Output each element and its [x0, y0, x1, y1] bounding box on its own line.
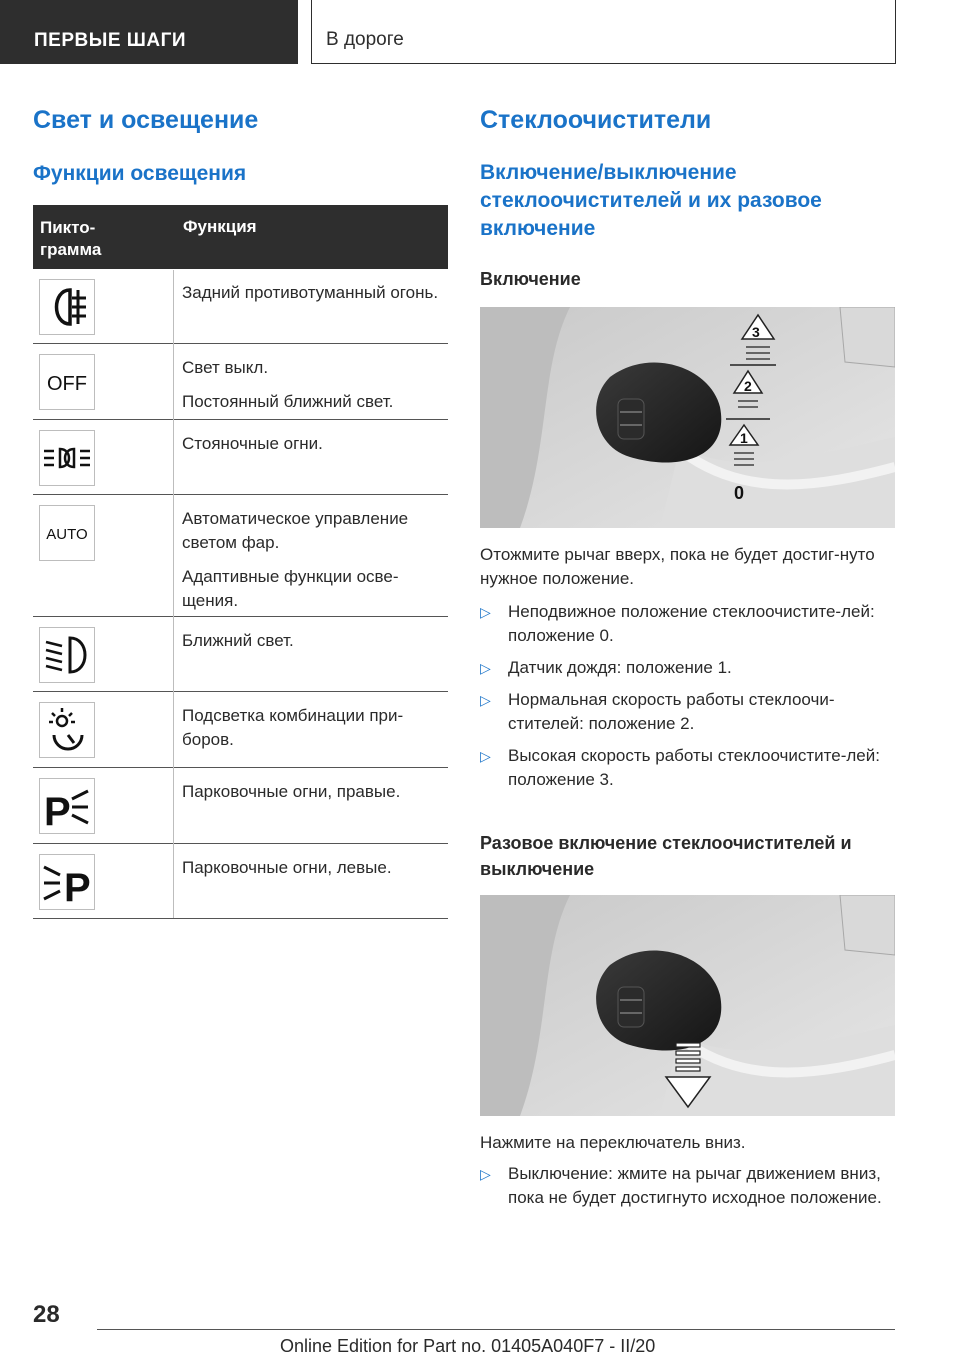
footer-divider	[97, 1329, 895, 1330]
wipers-title: Стеклоочистители	[480, 106, 712, 134]
col-header-icon-label: Пикто- грамма	[40, 218, 102, 259]
row-text	[182, 780, 444, 804]
row-line: Свет выкл.	[182, 358, 269, 377]
switch-on-text: Отожмите рычаг вверх, пока не будет достиг-нуто нужное положение.	[480, 545, 875, 588]
list-item-text: Неподвижное положение стеклоочистите-лей: положение 0.	[508, 602, 875, 645]
list-item	[480, 744, 896, 792]
position-label-3: 3	[752, 324, 760, 340]
list-item-text: Высокая скорость работы стеклоочистите-лей: положение 3.	[508, 746, 880, 789]
lighting-title: Свет и освещение	[33, 106, 259, 134]
list-item	[480, 688, 896, 736]
row-text	[182, 432, 444, 456]
list-item	[480, 1162, 896, 1210]
table-row	[33, 495, 448, 617]
page-number: 28	[33, 1301, 60, 1328]
row-line: Стояночные огни.	[182, 434, 323, 453]
low-beam-icon	[39, 627, 95, 683]
table-row	[33, 420, 448, 495]
off-icon	[39, 354, 95, 410]
table-header	[33, 205, 448, 269]
bullet-triangle-icon: ▷	[480, 1166, 491, 1182]
position-label-1: 1	[740, 430, 748, 446]
svg-text:P: P	[44, 790, 71, 833]
row-line: Адаптивные функции осве-щения.	[182, 567, 399, 610]
row-line: Парковочные огни, левые.	[182, 858, 392, 877]
row-text	[182, 356, 444, 414]
col-header-function: Функция	[183, 217, 257, 236]
lighting-table	[33, 205, 448, 919]
section-title: ПЕРВЫЕ ШАГИ	[0, 0, 298, 64]
list-item	[480, 600, 896, 648]
row-text	[182, 856, 444, 880]
list-item	[480, 656, 896, 680]
lighting-subtitle: Функции освещения	[33, 162, 247, 185]
parking-light-right-icon	[39, 778, 95, 834]
table-row	[33, 768, 448, 844]
table-row	[33, 269, 448, 344]
edition-text: Online Edition for Part no. 01405A040F7 - II/20	[280, 1336, 656, 1356]
list-item-text: Датчик дождя: положение 1.	[508, 658, 732, 677]
single-wipe-heading: Разовое включение стеклоочистителей и выключение	[480, 833, 852, 879]
list-item-text: Нормальная скорость работы стеклоочи-стителей: положение 2.	[508, 690, 835, 733]
auto-icon	[39, 505, 95, 561]
wipers-subtitle: Включение/выключение стеклоочистителей и их разовое включение	[480, 161, 822, 240]
col-header-icon	[40, 217, 160, 261]
switch-on-heading: Включение	[480, 269, 581, 289]
row-text	[182, 704, 444, 752]
row-text	[182, 629, 444, 653]
table-divider	[173, 270, 174, 918]
wiper-lever-up-image	[480, 307, 895, 528]
row-line: Задний противотуманный огонь.	[182, 283, 439, 302]
instrument-lighting-icon	[39, 702, 95, 758]
row-text	[182, 281, 444, 305]
table-row	[33, 844, 448, 919]
position-label-0: 0	[734, 483, 745, 503]
svg-text:P: P	[64, 866, 91, 909]
table-row	[33, 344, 448, 420]
single-wipe-text: Нажмите на переключатель вниз.	[480, 1133, 746, 1152]
row-text	[182, 507, 444, 613]
list-item-text: Выключение: жмите на рычаг движением вниз, пока не будет достигнуто исходное положение.	[508, 1164, 882, 1207]
row-line: Парковочные огни, правые.	[182, 782, 401, 801]
bullet-triangle-icon: ▷	[480, 748, 491, 764]
off-icon-text: OFF	[47, 373, 87, 395]
parking-lights-icon	[39, 430, 95, 486]
rear-fog-light-icon	[39, 279, 95, 335]
page-header	[0, 0, 960, 66]
wiper-lever-down-image	[480, 895, 895, 1116]
row-line: Автоматическое управление светом фар.	[182, 509, 409, 552]
table-row	[33, 617, 448, 692]
table-row	[33, 692, 448, 768]
row-line: Постоянный ближний свет.	[182, 392, 394, 411]
bullet-triangle-icon: ▷	[480, 692, 491, 708]
bullet-triangle-icon: ▷	[480, 660, 491, 676]
bullet-triangle-icon: ▷	[480, 604, 491, 620]
topic-title: В дороге	[311, 0, 896, 64]
row-line: Ближний свет.	[182, 631, 294, 650]
row-line: Подсветка комбинации при-боров.	[182, 706, 404, 749]
parking-light-left-icon	[39, 854, 95, 910]
position-label-2: 2	[744, 378, 752, 394]
auto-icon-text: AUTO	[46, 526, 88, 543]
